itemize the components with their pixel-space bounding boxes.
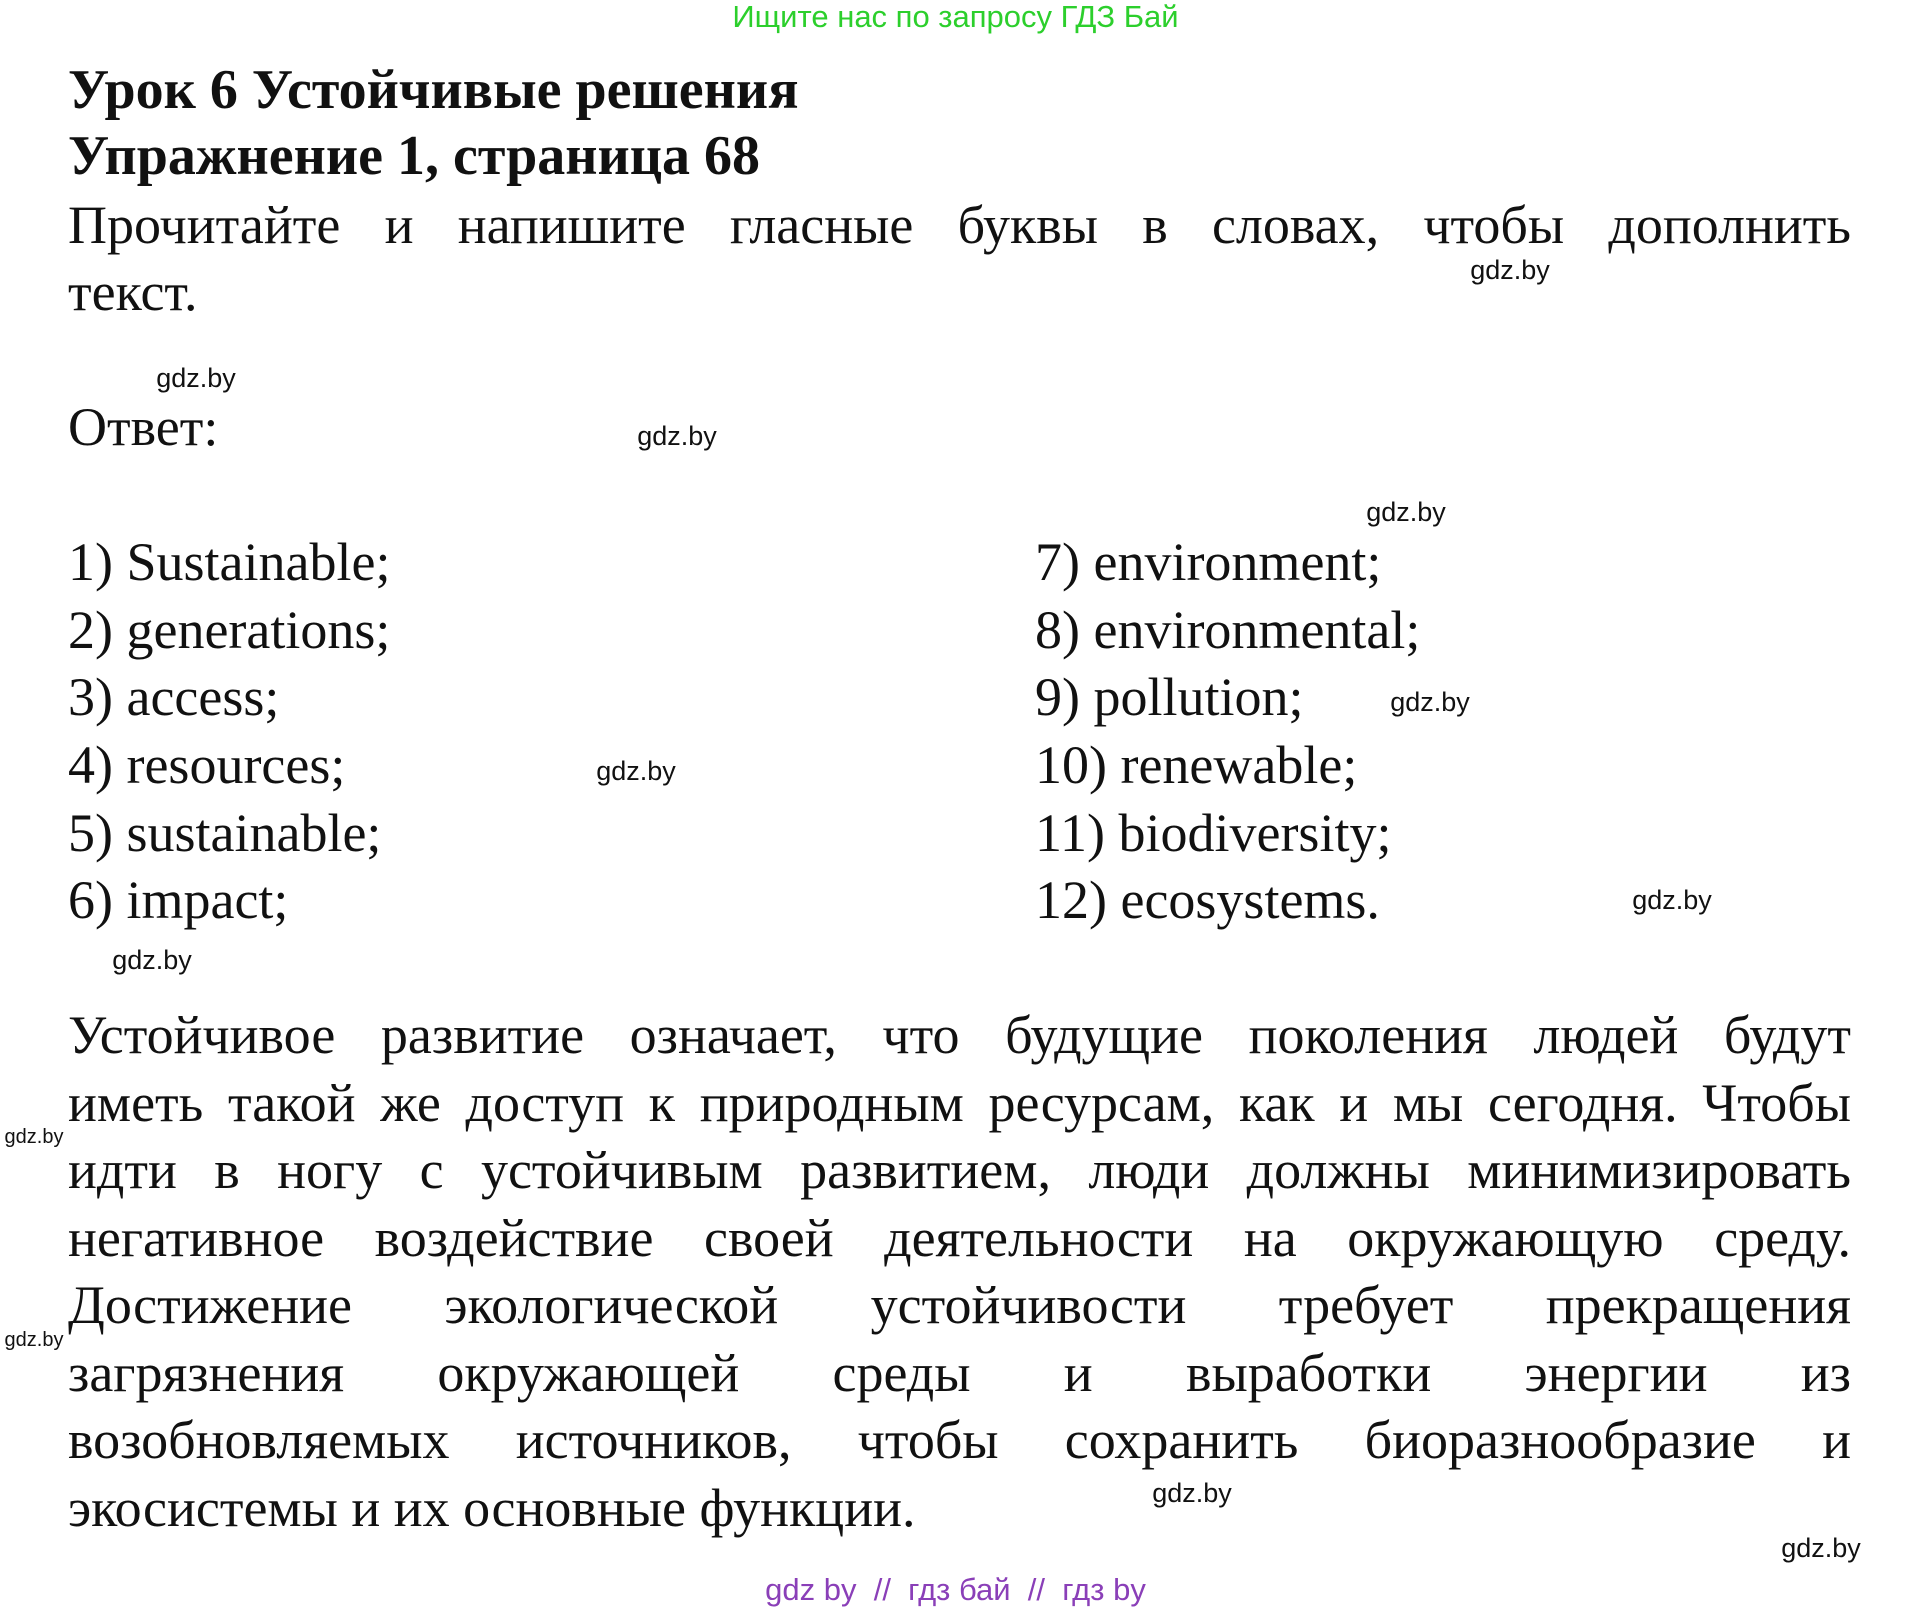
answer-item: 1) Sustainable; [68, 532, 391, 592]
completed-text-line: иметь такой же доступ к природным ресурсам, как и мы сегодня. Чтобы [68, 1073, 1851, 1133]
completed-text-line: загрязнения окружающей среды и выработки энергии из [68, 1343, 1851, 1403]
answer-item: 7) environment; [1035, 532, 1382, 592]
answer-item: 8) environmental; [1035, 600, 1421, 660]
answer-item: 4) resources; [68, 735, 346, 795]
answer-item: 2) generations; [68, 600, 391, 660]
completed-text-line: негативное воздействие своей деятельности на окружающую среду. [68, 1208, 1851, 1268]
watermark: gdz.by [596, 756, 676, 786]
watermark: gdz.by [637, 421, 717, 451]
answer-item: 12) ecosystems. [1035, 870, 1380, 930]
watermark: gdz.by [156, 363, 236, 393]
watermark: gdz.by [1390, 687, 1470, 717]
watermark: gdz.by [1152, 1478, 1232, 1508]
watermark: gdz.by [1781, 1533, 1861, 1563]
task-text-line: текст. [68, 262, 198, 322]
completed-text-line: возобновляемых источников, чтобы сохранить биоразнообразие и [68, 1410, 1851, 1470]
task-text-line: Прочитайте и напишите гласные буквы в словах, чтобы дополнить [68, 195, 1851, 255]
watermark: gdz.by [4, 1126, 64, 1148]
watermark: gdz.by [112, 945, 192, 975]
exercise-title: Упражнение 1, страница 68 [68, 125, 761, 187]
watermark: gdz.by [1470, 255, 1550, 285]
answer-item: 5) sustainable; [68, 803, 382, 863]
lesson-title: Урок 6 Устойчивые решения [68, 59, 799, 121]
watermark: gdz.by [1632, 885, 1712, 915]
watermark: gdz.by [1366, 497, 1446, 527]
completed-text-line: экосистемы и их основные функции. [68, 1478, 916, 1538]
answer-label: Ответ: [68, 397, 219, 457]
completed-text-line: Устойчивое развитие означает, что будущие поколения людей будут [68, 1005, 1851, 1065]
search-banner: Ищите нас по запросу ГДЗ Бай [732, 0, 1179, 34]
answer-item: 6) impact; [68, 870, 289, 930]
answer-item: 3) access; [68, 667, 280, 727]
answer-item: 11) biodiversity; [1035, 803, 1392, 863]
answer-item: 9) pollution; [1035, 667, 1304, 727]
footer-links: gdz by // гдз бай // гдз by [765, 1572, 1146, 1607]
completed-text-line: идти в ногу с устойчивым развитием, люди должны минимизировать [68, 1140, 1851, 1200]
watermark: gdz.by [4, 1329, 64, 1351]
completed-text-line: Достижение экологической устойчивости требует прекращения [68, 1275, 1851, 1335]
answer-item: 10) renewable; [1035, 735, 1358, 795]
